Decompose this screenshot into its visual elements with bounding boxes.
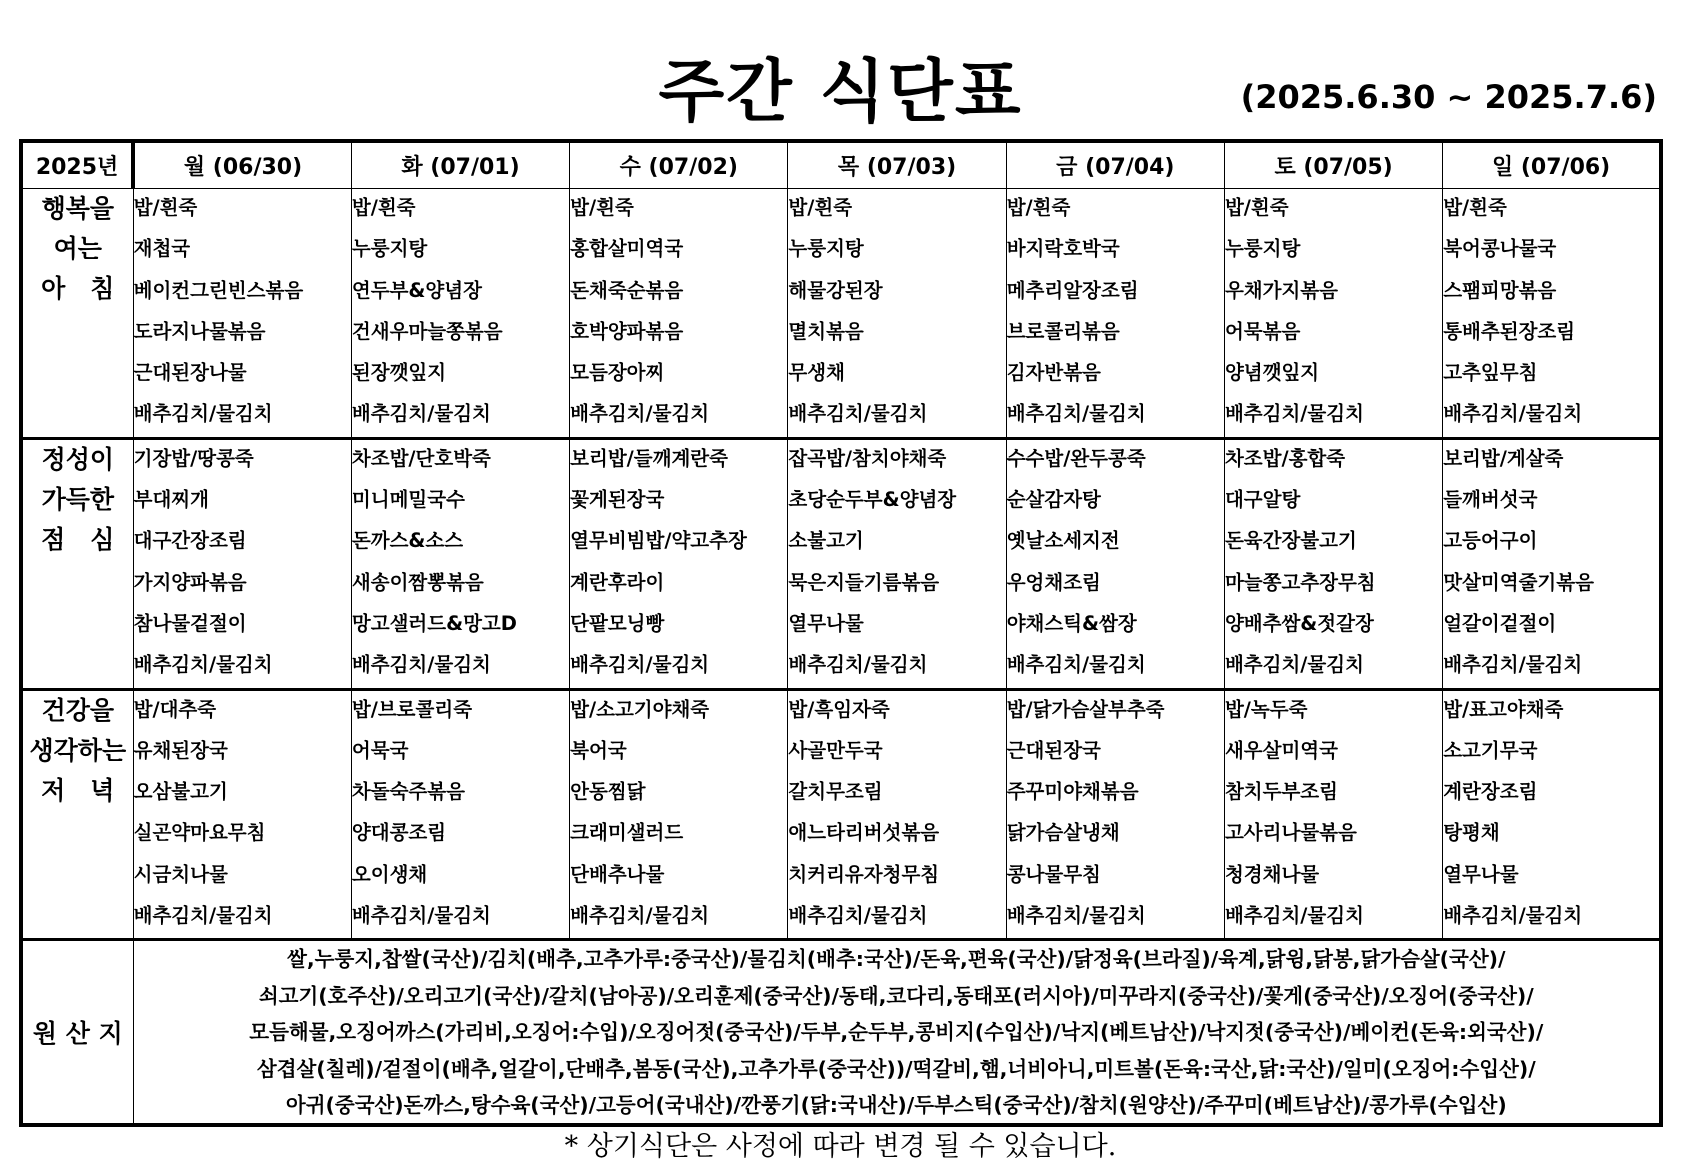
dish-item: 멸치볶음	[788, 319, 864, 343]
dish-item: 우채가지볶음	[1224, 278, 1338, 302]
dish-item: 차돌숙주볶음	[351, 780, 465, 804]
dish-item: 고등어구이	[1443, 529, 1538, 553]
dish-item: 배추김치/물김치	[1224, 653, 1364, 677]
dish-item: 배추김치/물김치	[788, 904, 928, 928]
dish-item: 밥/흰죽	[351, 196, 416, 219]
dish-item: 돈육간장불고기	[1224, 529, 1357, 553]
dish-item: 김자반볶음	[1006, 361, 1101, 385]
dish-item: 안동찜닭	[570, 780, 646, 804]
dish-item: 배추김치/물김치	[1443, 904, 1583, 928]
dish-item: 양념깻잎지	[1224, 361, 1320, 385]
menu-cell	[788, 438, 1006, 689]
dish-item: 배추김치/물김치	[351, 653, 491, 677]
day-header-wed: 수 (07/02)	[570, 141, 788, 189]
meal-label-line: 저 녁	[41, 775, 115, 805]
dish-item: 돈까스&소스	[351, 529, 464, 553]
dish-item: 누룽지탕	[1224, 237, 1301, 261]
dish-item: 닭가슴살냉채	[1006, 821, 1120, 845]
dish-item: 돈채죽순볶음	[570, 278, 684, 302]
dish-item: 건새우마늘쫑볶음	[351, 319, 503, 343]
dish-item: 해물강된장	[788, 278, 883, 302]
dish-item: 고사리나물볶음	[1224, 821, 1357, 845]
dish-item: 배추김치/물김치	[1224, 402, 1364, 426]
dish-item: 오삼불고기	[133, 780, 228, 804]
dish-item: 밥/브로콜리죽	[351, 697, 473, 721]
dish-item: 갈치무조림	[788, 780, 883, 804]
dish-item: 보리밥/게살죽	[1443, 446, 1564, 470]
page-title: 주간 식단표	[658, 53, 1023, 132]
dish-item: 얼갈이겉절이	[1443, 611, 1557, 635]
dish-item: 열무나물	[1443, 862, 1519, 886]
meal-label-line: 생각하는	[29, 735, 127, 765]
dish-item: 모듬장아찌	[570, 361, 665, 385]
dish-item: 오이생채	[351, 862, 428, 886]
dish-item: 유채된장국	[133, 738, 228, 762]
meal-rows	[21, 189, 1661, 940]
footnote: * 상기식단은 사정에 따라 변경 될 수 있습니다.	[564, 1131, 1117, 1162]
origin-line: 삼겹살(칠레)/겉절이(배추,얼갈이,단배추,봄동(국산),고추가루(중국산))/떡갈비,햄,너비아니,미트볼(돈육:국산,닭:국산)/일미(오징어:수입산)/	[256, 1056, 1536, 1081]
dish-item: 열무나물	[788, 611, 864, 635]
origin-line: 쇠고기(호주산)/오리고기(국산)/갈치(남아공)/오리훈제(중국산)/동태,코다리,동태포(러시아)/미꾸라지(중국산)/꽃게(중국산)/오징어(중국산)/	[258, 983, 1534, 1008]
dish-item: 북어국	[570, 738, 627, 762]
dish-item: 미니메밀국수	[351, 488, 465, 512]
dish-item: 새우살미역국	[1224, 738, 1338, 762]
dish-item: 밥/흰죽	[1443, 196, 1507, 219]
dish-item: 배추김치/물김치	[133, 402, 273, 426]
menu-cell	[1224, 689, 1442, 940]
meal-label-line: 건강을	[41, 695, 115, 725]
dish-item: 실곤약마요무침	[133, 821, 266, 845]
dish-item: 소고기무국	[1443, 738, 1538, 762]
meal-label-line: 정성이	[41, 444, 115, 474]
dish-item: 밥/소고기야채죽	[570, 697, 710, 721]
dish-item: 밥/닭가슴살부추죽	[1006, 697, 1165, 721]
dish-item: 소불고기	[788, 529, 864, 553]
menu-cell	[570, 438, 788, 689]
dish-item: 들깨버섯국	[1443, 488, 1538, 512]
dish-item: 배추김치/물김치	[1006, 402, 1146, 426]
meal-label	[21, 689, 133, 940]
origin-line: 쌀,누룽지,찹쌀(국산)/김치(배추,고추가루:중국산)/물김치(배추:국산)/돈육,편육(국산)/닭정육(브라질)/육계,닭윙,닭봉,닭가슴살(국산)/	[287, 947, 1506, 972]
dish-item: 탕평채	[1443, 821, 1500, 845]
dish-item: 통배추된장조림	[1443, 319, 1576, 343]
dish-item: 치커리유자청무침	[788, 862, 940, 886]
dish-item: 밥/흰죽	[133, 196, 198, 219]
dish-item: 배추김치/물김치	[1006, 904, 1146, 928]
year-label: 2025년	[21, 141, 133, 189]
menu-cell	[351, 438, 569, 689]
dish-item: 차조밥/홍합죽	[1224, 446, 1346, 470]
menu-cell	[1006, 689, 1224, 940]
dish-item: 새송이짬뽕볶음	[351, 570, 484, 594]
meal-label-line: 여는	[53, 234, 102, 263]
meal-row-lunch	[21, 438, 1661, 689]
dish-item: 어묵볶음	[1224, 319, 1301, 343]
dish-item: 배추김치/물김치	[570, 904, 710, 928]
day-header-mon: 월 (06/30)	[133, 141, 351, 189]
menu-cell	[570, 189, 788, 439]
dish-item: 근대된장나물	[133, 361, 247, 385]
origin-line: 모듬해물,오징어까스(가리비,오징어:수입)/오징어젓(중국산)/두부,순두부,콩비지(수입산)/낙지(베트남산)/낙지젓(중국산)/베이컨(돈육:외국산)/	[249, 1020, 1544, 1045]
header-row	[21, 141, 1661, 189]
dish-item: 배추김치/물김치	[1443, 402, 1583, 426]
dish-item: 대구알탕	[1224, 488, 1301, 512]
dish-item: 밥/대추죽	[133, 697, 217, 721]
dish-item: 브로콜리볶음	[1006, 319, 1120, 343]
dish-item: 무생채	[788, 361, 845, 385]
dish-item: 양대콩조림	[351, 821, 447, 845]
dish-item: 밥/흰죽	[570, 196, 634, 219]
dish-item: 양배추쌈&젓갈장	[1224, 611, 1374, 635]
date-range: (2025.6.30 ~ 2025.7.6)	[1240, 78, 1657, 116]
dish-item: 참나물겉절이	[133, 611, 247, 635]
dish-item: 초당순두부&양념장	[788, 488, 957, 512]
origin-text	[133, 940, 1661, 1126]
dish-item: 꽃게된장국	[570, 488, 665, 512]
menu-cell	[1443, 189, 1661, 439]
menu-cell	[133, 189, 351, 439]
dish-item: 차조밥/단호박죽	[351, 446, 491, 470]
menu-cell	[788, 189, 1006, 439]
dish-item: 배추김치/물김치	[133, 653, 273, 677]
dish-item: 단배추나물	[570, 862, 665, 886]
dish-item: 우엉채조림	[1006, 570, 1101, 594]
dish-item: 보리밥/들깨계란죽	[570, 446, 728, 470]
dish-item: 계란장조림	[1443, 780, 1538, 804]
dish-item: 배추김치/물김치	[570, 653, 710, 677]
dish-item: 배추김치/물김치	[570, 402, 710, 426]
dish-item: 스팸피망볶음	[1443, 278, 1557, 302]
dish-item: 크래미샐러드	[570, 821, 684, 845]
dish-item: 수수밥/완두콩죽	[1006, 446, 1146, 470]
dish-item: 바지락호박국	[1006, 237, 1120, 261]
dish-item: 밥/녹두죽	[1224, 697, 1308, 721]
dish-item: 주꾸미야채볶음	[1006, 780, 1139, 804]
dish-item: 밥/표고야채죽	[1443, 697, 1564, 721]
meal-label	[21, 189, 133, 439]
meal-label-line: 아 침	[41, 274, 115, 303]
dish-item: 누룽지탕	[351, 237, 428, 261]
dish-item: 잡곡밥/참치야채죽	[788, 446, 947, 470]
day-header-tue: 화 (07/01)	[351, 141, 569, 189]
origin-line: 아귀(중국산)돈까스,탕수육(국산)/고등어(국내산)/깐풍기(닭:국내산)/두부스틱(중국산)/참치(원양산)/주꾸미(베트남산)/콩가루(수입산)	[285, 1092, 1507, 1117]
menu-cell	[133, 689, 351, 940]
dish-item: 밥/흑임자죽	[788, 697, 890, 721]
menu-cell	[1224, 438, 1442, 689]
meal-label	[21, 438, 133, 689]
dish-item: 맛살미역줄기볶음	[1443, 570, 1594, 594]
dish-item: 밥/흰죽	[1224, 196, 1289, 219]
dish-item: 부대찌개	[133, 488, 209, 512]
menu-table	[19, 139, 1663, 1127]
day-header-sun: 일 (07/06)	[1443, 141, 1661, 189]
dish-item: 배추김치/물김치	[1224, 904, 1364, 928]
dish-item: 밥/흰죽	[1006, 196, 1071, 219]
dish-item: 재첩국	[133, 237, 191, 261]
dish-item: 청경채나물	[1224, 862, 1320, 886]
dish-item: 어묵국	[351, 738, 409, 762]
origin-label: 원 산 지	[21, 940, 133, 1126]
dish-item: 대구간장조림	[133, 529, 247, 553]
dish-item: 밥/흰죽	[788, 196, 853, 219]
dish-item: 열무비빔밥/약고추장	[570, 529, 747, 553]
meal-label-line: 점 심	[41, 524, 115, 554]
menu-cell	[788, 689, 1006, 940]
dish-item: 단팥모닝빵	[570, 611, 665, 635]
dish-item: 배추김치/물김치	[351, 904, 491, 928]
dish-item: 마늘쫑고추장무침	[1224, 570, 1376, 594]
dish-item: 호박양파볶음	[570, 319, 684, 343]
dish-item: 애느타리버섯볶음	[788, 821, 940, 845]
dish-item: 메추리알장조림	[1006, 278, 1139, 302]
dish-item: 홍합살미역국	[570, 237, 684, 261]
dish-item: 고추잎무침	[1443, 361, 1538, 385]
day-header-sat: 토 (07/05)	[1224, 141, 1442, 189]
dish-item: 북어콩나물국	[1443, 237, 1557, 261]
dish-item: 배추김치/물김치	[351, 402, 491, 426]
dish-item: 계란후라이	[570, 570, 665, 594]
dish-item: 시금치나물	[133, 862, 228, 886]
dish-item: 순살감자탕	[1006, 488, 1101, 512]
dish-item: 배추김치/물김치	[788, 402, 928, 426]
dish-item: 묵은지들기름볶음	[788, 570, 940, 594]
dish-item: 옛날소세지전	[1006, 529, 1120, 553]
dish-item: 콩나물무침	[1006, 862, 1101, 886]
menu-cell	[1224, 189, 1442, 439]
dish-item: 배추김치/물김치	[788, 653, 928, 677]
dish-item: 배추김치/물김치	[1443, 653, 1583, 677]
dish-item: 된장깻잎지	[351, 361, 447, 385]
dish-item: 야채스틱&쌈장	[1006, 611, 1137, 635]
dish-item: 베이컨그린빈스볶음	[133, 278, 304, 302]
dish-item: 가지양파볶음	[133, 570, 247, 594]
dish-item: 도라지나물볶음	[133, 319, 266, 343]
menu-cell	[351, 189, 569, 439]
menu-cell	[133, 438, 351, 689]
day-header-fri: 금 (07/04)	[1006, 141, 1224, 189]
menu-cell	[1006, 189, 1224, 439]
meal-label-line: 가득한	[41, 484, 115, 514]
dish-item: 배추김치/물김치	[133, 904, 273, 928]
meal-row-dinner	[21, 689, 1661, 940]
meal-row-breakfast	[21, 189, 1661, 439]
dish-item: 누룽지탕	[788, 237, 864, 261]
menu-cell	[1443, 438, 1661, 689]
dish-item: 기장밥/땅콩죽	[133, 446, 254, 470]
menu-cell	[1006, 438, 1224, 689]
dish-item: 연두부&양념장	[351, 278, 482, 302]
dish-item: 배추김치/물김치	[1006, 653, 1146, 677]
dish-item: 참치두부조림	[1224, 780, 1338, 804]
dish-item: 근대된장국	[1006, 738, 1101, 762]
origin-row	[21, 940, 1661, 1126]
dish-item: 사골만두국	[788, 738, 883, 762]
day-header-thu: 목 (07/03)	[788, 141, 1006, 189]
menu-cell	[570, 689, 788, 940]
menu-cell	[351, 689, 569, 940]
dish-item: 망고샐러드&망고D	[351, 611, 517, 635]
menu-cell	[1443, 689, 1661, 940]
meal-label-line: 행복을	[41, 194, 115, 223]
